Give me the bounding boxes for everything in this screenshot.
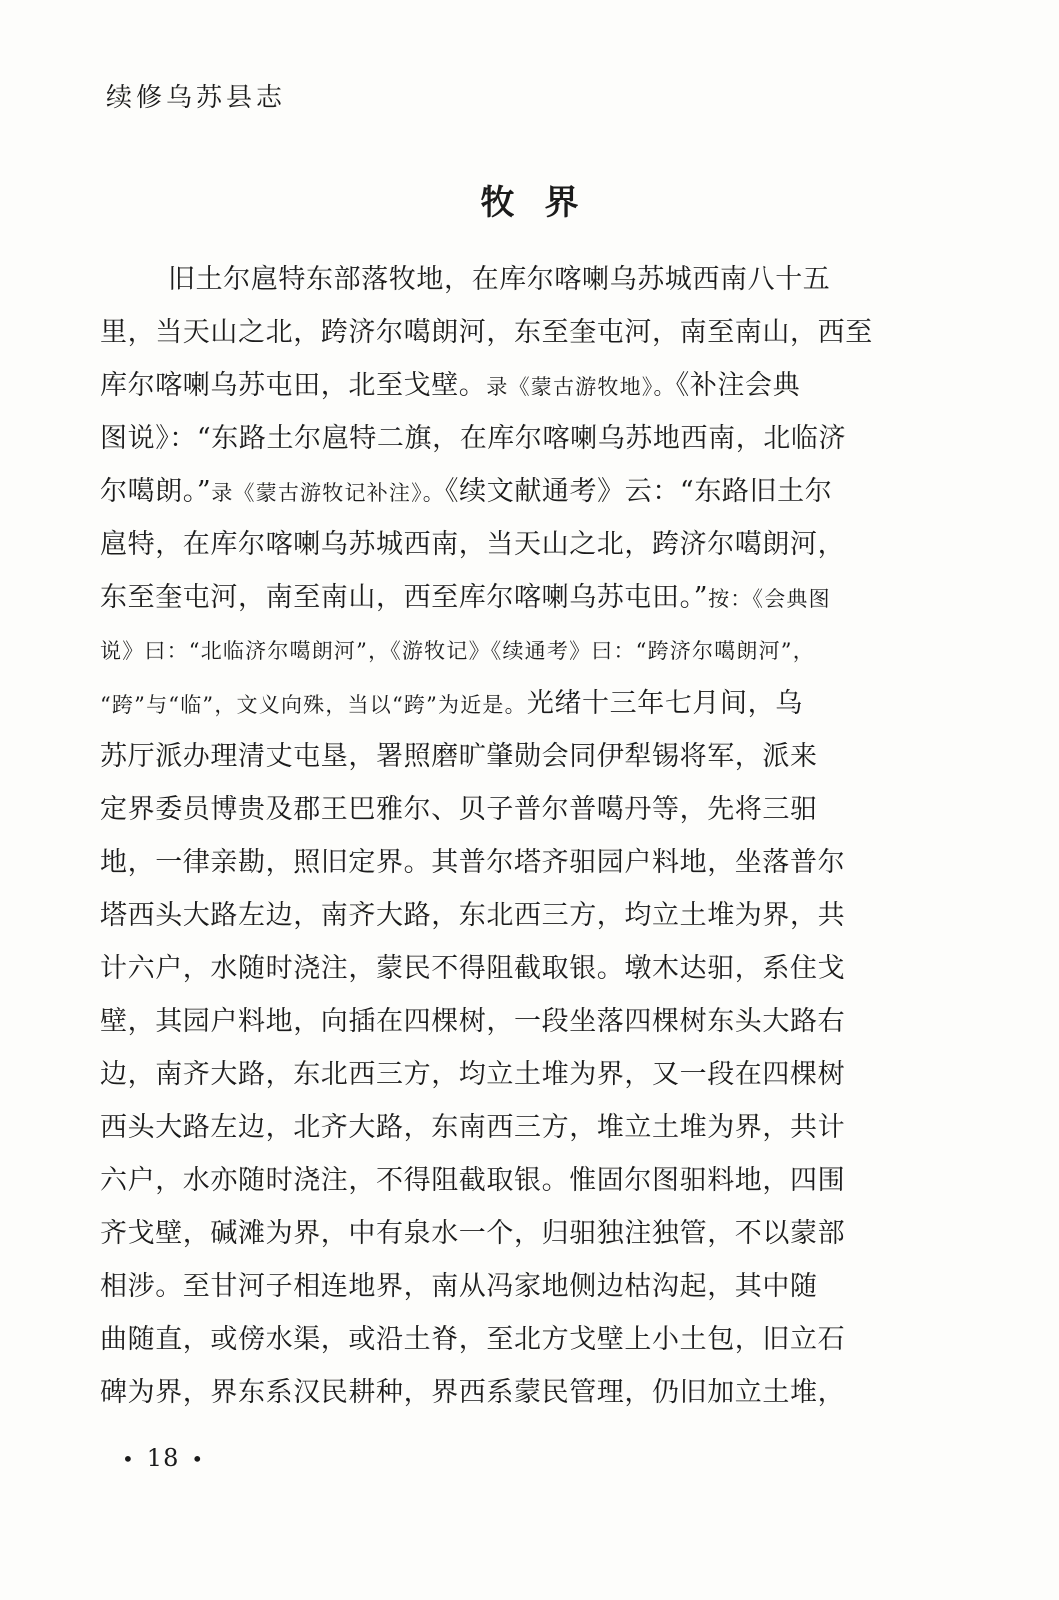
body-line-8-note: 说》曰：“北临济尔噶朗河”，《游牧记》《续通考》曰：“跨济尔噶朗河”， [100, 639, 815, 663]
section-title-part2: 界 [544, 183, 579, 223]
running-header: 续修乌苏县志 [106, 83, 287, 113]
body-line-20: 相涉。至甘河子相连地界，南从冯家地侧边枯沟起，其中随 [100, 1271, 818, 1302]
editor-note: 按：《会典图 [708, 587, 831, 611]
body-text: 《补注会典 [675, 370, 801, 401]
body-line-9 [100, 677, 930, 731]
body-text: 库尔喀喇乌苏屯田，北至戈壁。 [100, 370, 487, 401]
body-line-6: 扈特，在库尔喀喇乌苏城西南，当天山之北，跨济尔噶朗河， [100, 529, 846, 560]
body-text: 《续文献通考》云：“东路旧土尔 [445, 476, 833, 507]
body-text: 光绪十三年七月间，乌 [526, 688, 803, 719]
source-note: 录《蒙古游牧记补注》。 [211, 481, 446, 505]
body-line-12: 地，一律亲勘，照旧定界。其普尔塔齐驲园户料地，坐落普尔 [100, 847, 846, 878]
body-text: 尔噶朗。” [100, 476, 212, 507]
body-line-22: 碑为界，界东系汉民耕种，界西系蒙民管理，仍旧加立土堆， [100, 1377, 846, 1408]
body-line-18: 六户，水亦随时浇注，不得阻截取银。惟固尔图驲料地，四围 [100, 1165, 846, 1196]
body-line-1: 旧土尔扈特东部落牧地，在库尔喀喇乌苏城西南八十五 [168, 264, 831, 295]
body-line-3 [100, 359, 930, 413]
body-line-13: 塔西头大路左边，南齐大路，东北西三方，均立土堆为界，共 [100, 900, 846, 931]
body-text: 东至奎屯河，南至南山，西至库尔喀喇乌苏屯田。” [100, 582, 709, 613]
body-line-15: 壁，其园户料地，向插在四棵树，一段坐落四棵树东头大路右 [100, 1006, 846, 1037]
body-line-10: 苏厅派办理清丈屯垦，署照磨旷肇勋会同伊犁锡将军，派来 [100, 741, 818, 772]
page-number-value: 18 [146, 1444, 180, 1472]
body-line-14: 计六户，水随时浇注，蒙民不得阻截取银。墩木达驲，系住戈 [100, 953, 846, 984]
editor-note: “跨”与“临”，文义向殊，当以“跨”为近是。 [100, 693, 527, 717]
body-line-19: 齐戈壁，碱滩为界，中有泉水一个，归驲独注独管，不以蒙部 [100, 1218, 846, 1249]
body-line-7 [100, 571, 930, 625]
section-title-part1: 牧 [480, 183, 515, 223]
body-line-21: 曲随直，或傍水渠，或沿土脊，至北方戈壁上小土包，旧立石 [100, 1324, 846, 1355]
section-title [0, 181, 1059, 225]
body-line-2: 里，当天山之北，跨济尔噶朗河，东至奎屯河，南至南山，西至 [100, 317, 873, 348]
source-note: 录《蒙古游牧地》。 [486, 375, 676, 399]
bullet-right: • [191, 1447, 205, 1471]
body-line-16: 边，南齐大路，东北西三方，均立土堆为界，又一段在四棵树 [100, 1059, 846, 1090]
page-number [110, 1442, 216, 1475]
body-line-5 [100, 465, 930, 519]
body-line-17: 西头大路左边，北齐大路，东南西三方，堆立土堆为界，共计 [100, 1112, 846, 1143]
bullet-left: • [122, 1447, 135, 1471]
body-line-11: 定界委员博贵及郡王巴雅尔、贝子普尔普噶丹等，先将三驲 [100, 794, 818, 825]
body-line-4: 图说》：“东路土尔扈特二旗，在库尔喀喇乌苏地西南，北临济 [100, 423, 847, 454]
